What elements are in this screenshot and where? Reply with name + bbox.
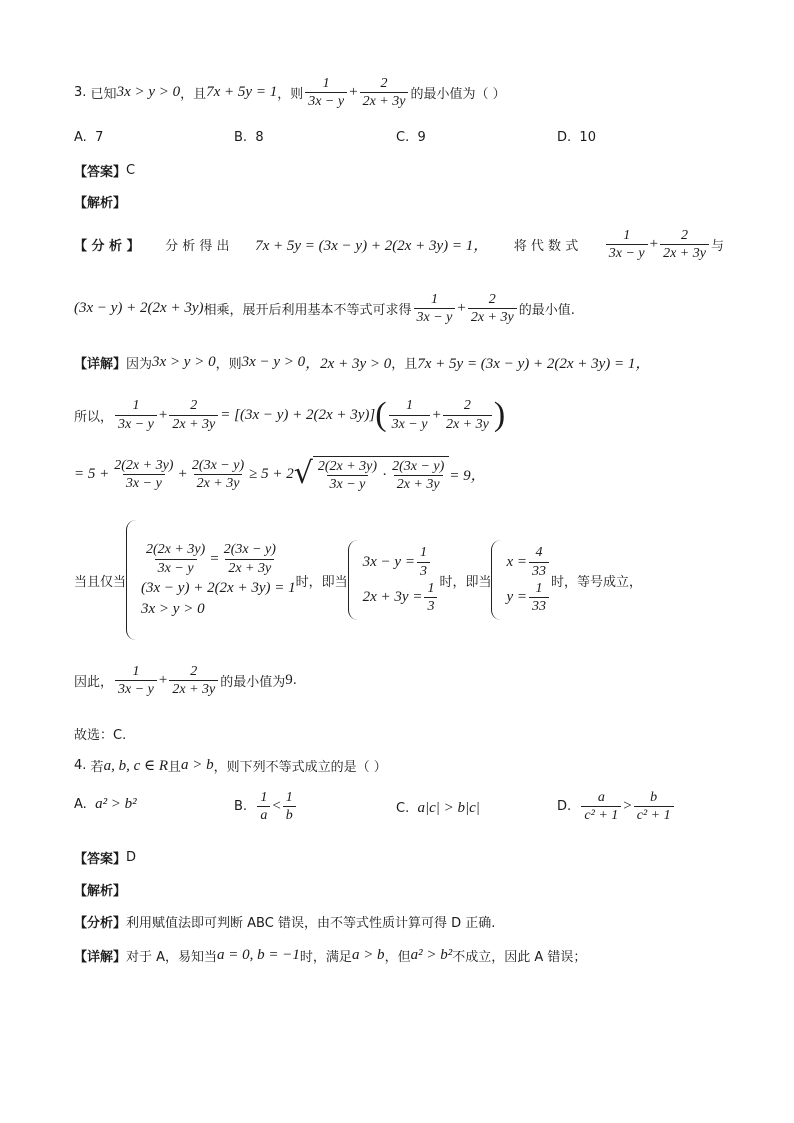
- q4-analysis-tag: [74, 880, 126, 899]
- detail-text: ，且: [391, 357, 418, 372]
- row-left: 3x − y =: [362, 553, 415, 570]
- frac-den: 2x + 3y: [225, 559, 274, 576]
- frac-den: b: [283, 806, 296, 823]
- frac-num: 4: [535, 545, 543, 561]
- frac-den: 2x + 3y: [394, 475, 443, 492]
- q3-frac1: [305, 76, 347, 110]
- detail-math: a = 0, b = −1: [217, 947, 300, 963]
- detail-math: 3x > y > 0: [152, 354, 216, 370]
- detail-math: 7x + 5y = (3x − y) + 2(2x + 3y) = 1，: [417, 356, 651, 372]
- frac: [115, 398, 157, 432]
- plus-sign: +: [178, 465, 187, 482]
- system-2: [348, 540, 440, 620]
- frac: [389, 459, 447, 493]
- frac-den: 3x − y: [305, 92, 347, 109]
- option-value: 8: [255, 130, 264, 145]
- frac-num: 2: [488, 292, 496, 307]
- q3-so-line: [74, 396, 505, 434]
- frac: [169, 398, 218, 432]
- fenxi-text: 利用赋值法即可判断 ABC 错误，由不等式性质计算可得 D 正确.: [126, 916, 496, 931]
- shi-text: 时，即当: [295, 574, 348, 590]
- q3-option-b[interactable]: [234, 130, 264, 145]
- q4-option-a[interactable]: [74, 796, 137, 813]
- frac-num: 1: [132, 664, 140, 679]
- system-3: [491, 540, 551, 620]
- row-left: y =: [506, 589, 527, 606]
- frac: [468, 292, 517, 326]
- fenxi-text: 将 代 数 式: [513, 239, 579, 255]
- option-label: D.: [557, 799, 572, 815]
- expand-end: = 9，: [449, 467, 486, 484]
- frac: [660, 228, 709, 262]
- option-value: a|c| > b|c|: [417, 800, 480, 816]
- q4-detail: [74, 946, 586, 965]
- plus-sign: +: [432, 406, 441, 423]
- fenxi-tag: 【分析】: [74, 916, 127, 931]
- plus-sign: +: [158, 406, 168, 423]
- frac-num: 1: [285, 790, 293, 805]
- min-value: 9: [285, 672, 293, 689]
- fenxi-tag: 【 分 析 】: [74, 239, 140, 255]
- right-paren-icon: ): [493, 396, 506, 433]
- frac: [414, 292, 456, 326]
- frac-num: 2: [681, 228, 689, 243]
- detail-math: a > b: [351, 947, 385, 963]
- q3-frac2: [360, 76, 409, 110]
- frac-num: 1: [623, 228, 631, 243]
- analysis-tag: 【解析】: [74, 884, 127, 899]
- frac-den: 3x − y: [123, 474, 165, 491]
- system-row: [506, 545, 551, 579]
- frac-num: 1: [260, 790, 268, 805]
- frac: [189, 458, 247, 492]
- frac: [115, 664, 157, 698]
- option-label: B.: [234, 130, 248, 145]
- q3-equality-condition: [74, 520, 642, 640]
- q4-option-b[interactable]: [234, 790, 298, 824]
- q4-stem-suffix: ，则下列不等式成立的是（ ）: [213, 760, 387, 775]
- frac: [169, 664, 218, 698]
- frac-den: 3x − y: [606, 244, 648, 261]
- q3-choose: 故选：C.: [74, 728, 127, 743]
- frac: [315, 459, 380, 493]
- q3-sep2: ，则: [277, 87, 304, 103]
- q4-stem: [74, 756, 387, 775]
- frac-num: 2(3x − y): [223, 542, 276, 558]
- frac: [283, 790, 296, 824]
- q4-and: 且: [168, 760, 182, 775]
- detail-text: 因为: [126, 357, 153, 372]
- expand-start: = 5 +: [74, 465, 110, 482]
- system-rows: [141, 542, 296, 618]
- when-text: 当且仅当: [74, 574, 127, 590]
- frac-den: 3x − y: [115, 415, 157, 432]
- frac-num: 1: [322, 76, 330, 91]
- detail-text: 对于 A，易知当: [126, 950, 218, 965]
- detail-math: ，2x + 3y > 0: [305, 356, 392, 372]
- detail-text: ，但: [384, 950, 411, 965]
- q4-fenxi: [74, 912, 495, 931]
- frac-den: 2x + 3y: [660, 244, 709, 261]
- option-label: C.: [396, 130, 410, 145]
- frac-den: 2x + 3y: [360, 92, 409, 109]
- plus-sign: +: [349, 84, 358, 101]
- detail-text: 时，满足: [299, 950, 352, 965]
- detail-tag: 【详解】: [74, 357, 127, 372]
- gt-sign: >: [623, 798, 632, 815]
- frac: [417, 545, 430, 579]
- frac: [221, 542, 279, 576]
- frac-num: 1: [406, 398, 414, 414]
- q3-option-d[interactable]: [557, 130, 596, 145]
- fenxi-expression: [604, 228, 724, 262]
- frac-num: a: [597, 790, 605, 805]
- option-label: A.: [74, 797, 87, 812]
- answer-value: D: [126, 850, 137, 865]
- ge-expression: ≥ 5 + 2: [249, 465, 294, 482]
- q3-stem-prefix: 已知: [90, 87, 117, 103]
- q4-option-d[interactable]: [557, 790, 676, 824]
- left-paren-icon: (: [375, 396, 387, 433]
- frac-num: 2(2x + 3y): [146, 542, 206, 558]
- frac-num: 2: [190, 398, 198, 414]
- fenxi-text: 与: [710, 239, 724, 255]
- frac-den: 33: [529, 562, 549, 579]
- option-value: a² > b²: [95, 796, 137, 812]
- q3-therefore-line: [74, 664, 297, 698]
- answer-value: C: [126, 163, 136, 178]
- frac-den: c² + 1: [581, 806, 621, 823]
- system-row: [141, 542, 296, 576]
- frac-den: 2x + 3y: [169, 680, 218, 697]
- frac-num: b: [650, 790, 658, 805]
- system-1: [126, 520, 296, 640]
- q3-detail-line1: [74, 352, 650, 373]
- period: .: [292, 673, 297, 689]
- frac-den: 3: [417, 562, 430, 579]
- row-left: x =: [506, 553, 527, 570]
- frac-den: c² + 1: [634, 806, 674, 823]
- frac-num: 1: [427, 581, 435, 596]
- system-row: [506, 581, 551, 615]
- q3-fenxi-line2: [74, 292, 575, 326]
- frac: [581, 790, 621, 824]
- q4-number: 4.: [74, 758, 87, 773]
- detail-tag: 【详解】: [74, 950, 127, 965]
- frac: [111, 458, 176, 492]
- analysis-tag: 【解析】: [74, 196, 127, 211]
- frac-num: 2(3x − y): [392, 459, 445, 474]
- eq-sign: =: [210, 550, 219, 567]
- frac-num: 1: [535, 581, 543, 596]
- frac-num: 2(2x + 3y): [114, 457, 174, 473]
- option-value: 10: [579, 130, 596, 145]
- q3-stem-suffix: 的最小值为（ ）: [410, 87, 506, 103]
- q3-expand-line: [74, 456, 486, 493]
- q3-analysis-tag: [74, 192, 126, 211]
- plus-sign: +: [649, 236, 659, 253]
- q3-number: 3.: [74, 85, 87, 101]
- left-brace-icon: [126, 520, 137, 640]
- lt-sign: <: [272, 798, 281, 815]
- q4-vars: a, b, c ∈ R: [103, 758, 168, 774]
- answer-tag: 【答案】: [74, 165, 127, 180]
- frac-den: 3x − y: [327, 475, 369, 492]
- q4-stem-prefix: 若: [90, 760, 104, 775]
- q3-cond2: 7x + 5y = 1: [206, 84, 278, 101]
- frac-den: 3x − y: [414, 308, 456, 325]
- option-value: 7: [95, 130, 104, 145]
- fenxi-expression: (3x − y) + 2(2x + 3y): [74, 300, 204, 317]
- frac-den: 3x − y: [115, 680, 157, 697]
- frac-num: 1: [132, 398, 140, 414]
- detail-text: 不成立，因此 A 错误；: [452, 950, 587, 965]
- row-left: 2x + 3y =: [362, 589, 423, 606]
- dot-sign: ·: [382, 467, 388, 484]
- q3-cond1: 3x > y > 0: [116, 84, 181, 101]
- frac-num: 2: [463, 398, 471, 414]
- system-rows: [363, 545, 440, 615]
- frac-den: 3: [424, 597, 437, 614]
- system-row: 3x > y > 0: [141, 600, 205, 617]
- system-row: [363, 545, 440, 579]
- option-label: C.: [396, 801, 410, 816]
- system-rows: [506, 545, 551, 615]
- frac: [529, 581, 549, 615]
- frac-den: 2x + 3y: [443, 415, 492, 432]
- q4-answer: [74, 848, 136, 867]
- option-label: A.: [74, 130, 87, 145]
- shi-text: 时，即当: [439, 574, 492, 590]
- q3-sep1: ，且: [180, 87, 207, 103]
- q4-cond: a > b: [181, 757, 214, 773]
- so-text: 所以，: [74, 409, 114, 425]
- frac-num: 1: [430, 292, 438, 307]
- option-value: 9: [417, 130, 426, 145]
- q3-option-c[interactable]: [396, 130, 426, 145]
- left-brace-icon: [348, 540, 359, 620]
- frac: [257, 790, 270, 824]
- plus-sign: +: [158, 672, 168, 689]
- option-label: B.: [234, 799, 248, 815]
- frac: [389, 398, 431, 432]
- frac: [443, 398, 492, 432]
- system-row: [363, 581, 440, 615]
- detail-math: a² > b²: [410, 947, 453, 963]
- frac: [529, 545, 549, 579]
- shi-text: 时，等号成立，: [551, 574, 643, 590]
- therefore-text: 因此，: [74, 675, 114, 691]
- frac-num: 2(2x + 3y): [317, 459, 378, 474]
- frac: [143, 542, 208, 576]
- frac: [424, 581, 437, 615]
- option-label: D.: [557, 130, 572, 145]
- frac-den: 3x − y: [389, 415, 431, 432]
- q3-option-a[interactable]: [74, 130, 103, 145]
- answer-tag: 【答案】: [74, 852, 127, 867]
- fenxi-text: 的最小值.: [518, 303, 575, 319]
- frac-num: 1: [419, 545, 427, 561]
- left-brace-icon: [491, 540, 502, 620]
- frac-den: 3x − y: [155, 559, 197, 576]
- frac: [634, 790, 674, 824]
- therefore-text: 的最小值为: [220, 675, 286, 691]
- frac-den: a: [257, 806, 270, 823]
- detail-math: 3x − y > 0: [241, 354, 306, 370]
- frac-num: 2: [380, 76, 388, 91]
- q3-fenxi-line1: [74, 228, 724, 262]
- sqrt-body: [313, 456, 449, 493]
- sqrt-icon: √: [293, 456, 313, 492]
- frac: [606, 228, 648, 262]
- q4-option-c[interactable]: [396, 800, 480, 817]
- fenxi-text: 分 析 得 出: [165, 239, 230, 255]
- q3-answer: [74, 161, 135, 180]
- sqrt-expression: [294, 456, 450, 493]
- q3-stem: [74, 76, 506, 110]
- system-row: (3x − y) + 2(2x + 3y) = 1: [141, 579, 296, 596]
- fenxi-equation: 7x + 5y = (3x − y) + 2(2x + 3y) = 1，: [255, 238, 489, 255]
- frac-den: 2x + 3y: [468, 308, 517, 325]
- fenxi-text: 相乘，展开后利用基本不等式可求得: [203, 303, 412, 319]
- frac-num: 2: [190, 664, 198, 679]
- plus-sign: +: [457, 300, 466, 317]
- frac-num: 2(3x − y): [191, 457, 245, 473]
- frac-den: 2x + 3y: [169, 415, 218, 432]
- frac-den: 2x + 3y: [194, 474, 243, 491]
- detail-text: ，则: [215, 357, 242, 372]
- frac-den: 33: [529, 597, 549, 614]
- bracket-expression: = [(3x − y) + 2(2x + 3y)]: [220, 406, 376, 423]
